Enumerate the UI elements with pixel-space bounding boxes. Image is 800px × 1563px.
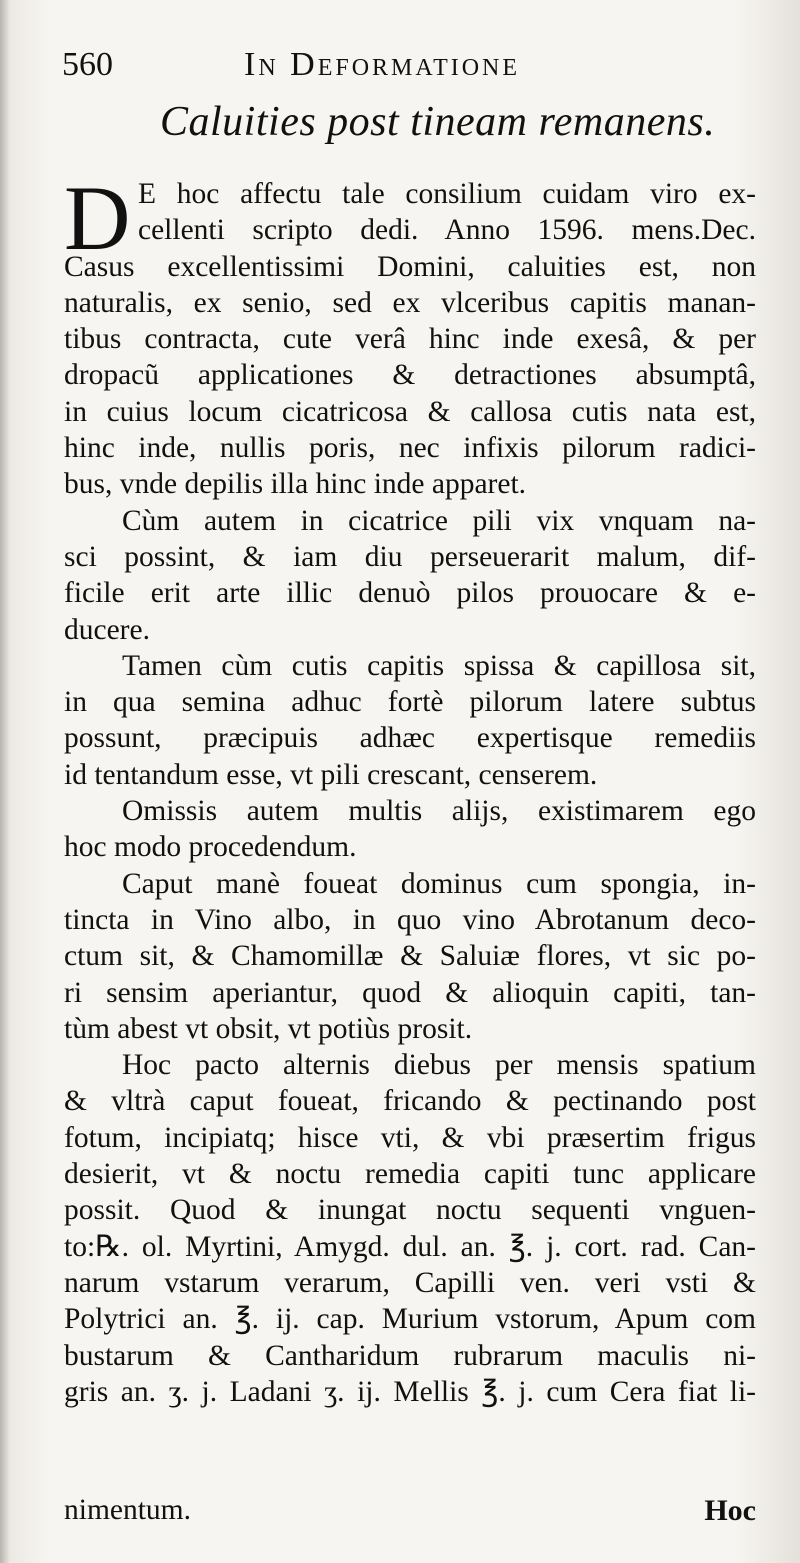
text-line: hinc inde, nullis poris, nec infixis pilorum radici- <box>64 432 756 465</box>
running-head <box>62 46 762 96</box>
running-title: In Deformatione <box>244 46 521 83</box>
text-line: bustarum & Cantharidum rubrarum maculis ni- <box>64 1339 756 1372</box>
text-line: gris an. ʒ. j. Ladani ʒ. ij. Mellis ℥. j. cum Cera fiat li- <box>64 1375 756 1408</box>
text-line: bus, vnde depilis illa hinc inde apparet. <box>64 468 527 501</box>
text-line: hoc modo procedendum. <box>64 831 357 864</box>
text-line: id tentandum esse, vt pili crescant, censerem. <box>64 758 598 791</box>
text-line: in cuius locum cicatricosa & callosa cutis nata est, <box>64 395 756 428</box>
text-line: Polytrici an. ℥. ij. cap. Murium vstorum, Apum com <box>64 1303 756 1336</box>
text-line: tibus contracta, cute verâ hinc inde exesâ, & per <box>64 323 756 356</box>
text-line: in qua semina adhuc fortè pilorum latere subtus <box>64 686 756 719</box>
text-line: ducere. <box>64 613 150 646</box>
text-line: Cùm autem in cicatrice pili vix vnquam na- <box>122 504 756 537</box>
text-line: dropacũ applicationes & detractiones absumptâ, <box>64 359 756 392</box>
text-line: Casus excellentissimi Domini, caluities est, non <box>64 250 756 283</box>
catchword: Hoc <box>704 1494 756 1527</box>
text-line: tincta in Vino albo, in quo vino Abrotanum deco- <box>64 903 756 936</box>
text-line: ctum sit, & Chamomillæ & Saluiæ flores, vt sic po- <box>64 940 756 973</box>
text-line: sci possint, & iam diu perseuerarit malum, dif- <box>64 540 756 573</box>
section-title: Caluities post tineam remanens. <box>160 99 716 145</box>
body-text <box>64 167 756 1410</box>
text-line: Tamen cùm cutis capitis spissa & capillosa sit, <box>122 649 756 682</box>
text-line: fotum, incipiatq; hisce vti, & vbi præsertim frigus <box>64 1121 756 1154</box>
page-number: 560 <box>62 46 113 83</box>
text-line: cellenti scripto dedi. Anno 1596. mens.Dec. <box>138 214 756 247</box>
text-line: tùm abest vt obsit, vt potiùs prosit. <box>64 1012 473 1045</box>
text-line: Hoc pacto alternis diebus per mensis spatium <box>122 1049 756 1082</box>
text-line: ri sensim aperiantur, quod & alioquin capiti, tan- <box>64 976 756 1009</box>
text-line: E hoc affectu tale consilium cuidam viro ex- <box>138 178 756 210</box>
text-line: desierit, vt & noctu remedia capiti tunc applicare <box>64 1158 756 1191</box>
text-line: & vltrà caput foueat, fricando & pectinando post <box>64 1085 756 1118</box>
text-line: Omissis autem multis alijs, existimarem ego <box>122 795 756 828</box>
text-line: to:℞. ol. Myrtini, Amygd. dul. an. ℥. j. cort. rad. Can- <box>64 1230 756 1263</box>
final-line: nimentum. <box>64 1494 192 1526</box>
drop-cap: D <box>64 167 131 269</box>
text-line: narum vstarum verarum, Capilli ven. veri vsti & <box>64 1266 756 1299</box>
text-line: possit. Quod & inungat noctu sequenti vnguen- <box>64 1194 756 1227</box>
text-line: ficile erit arte illic denuò pilos prouocare & e- <box>64 577 756 610</box>
text-line: naturalis, ex senio, sed ex vlceribus capitis manan- <box>64 286 756 319</box>
text-line: possunt, præcipuis adhæc expertisque remediis <box>64 722 756 755</box>
text-line: Caput manè foueat dominus cum spongia, in- <box>122 867 756 900</box>
